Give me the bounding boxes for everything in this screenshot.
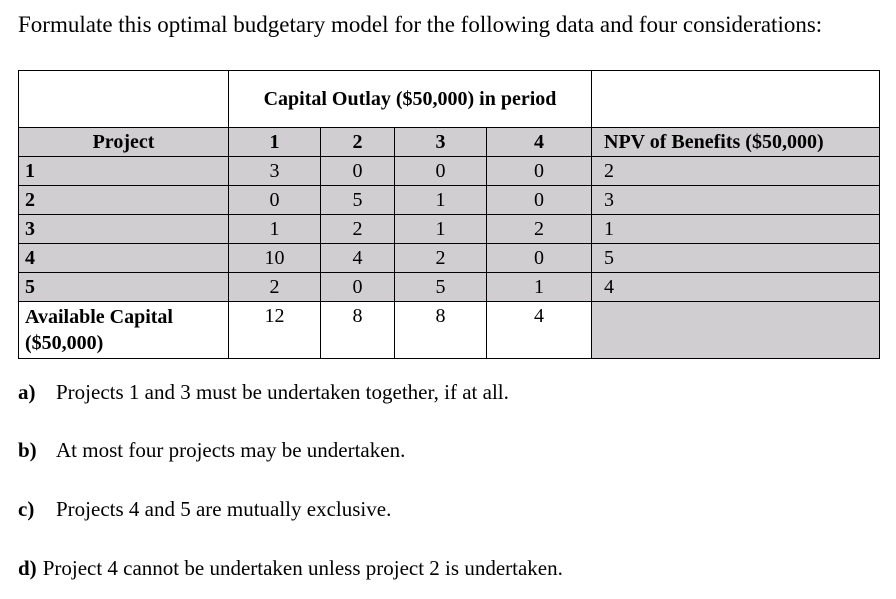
- table-header-row-2: [19, 128, 880, 157]
- outlay-cell: 5: [321, 186, 395, 215]
- table-header-row-1: [19, 71, 880, 128]
- available-capital-label: Available Capital ($50,000): [19, 302, 229, 359]
- consideration-text: Projects 4 and 5 are mutually exclusive.: [56, 497, 392, 521]
- capital-outlay-header: Capital Outlay ($50,000) in period: [229, 71, 592, 128]
- outlay-cell: 2: [395, 244, 487, 273]
- consideration-text: Projects 1 and 3 must be undertaken together, if at all.: [56, 380, 509, 404]
- npv-cell: 3: [592, 186, 880, 215]
- npv-cell: 5: [592, 244, 880, 273]
- outlay-cell: 1: [229, 215, 321, 244]
- period-header: 3: [395, 128, 487, 157]
- npv-column-header: NPV of Benefits ($50,000): [592, 128, 880, 157]
- consideration-text: At most four projects may be undertaken.: [56, 438, 406, 462]
- consideration-label: a): [18, 380, 36, 404]
- outlay-cell: 0: [487, 186, 592, 215]
- outlay-cell: 1: [395, 186, 487, 215]
- project-column-header: Project: [19, 128, 229, 157]
- available-capital-row: [19, 302, 880, 359]
- project-id-cell: 5: [19, 273, 229, 302]
- outlay-cell: 2: [229, 273, 321, 302]
- consideration-label: c): [18, 497, 35, 521]
- outlay-cell: 0: [487, 157, 592, 186]
- outlay-cell: 1: [487, 273, 592, 302]
- available-capital-cell: 8: [395, 302, 487, 359]
- table-row: [19, 244, 880, 273]
- npv-cell: 1: [592, 215, 880, 244]
- consideration-label: d): [18, 556, 37, 580]
- outlay-cell: 1: [395, 215, 487, 244]
- table-row: [19, 273, 880, 302]
- outlay-cell: 10: [229, 244, 321, 273]
- consideration-c: [18, 497, 391, 522]
- outlay-cell: 5: [395, 273, 487, 302]
- available-capital-cell: 12: [229, 302, 321, 359]
- outlay-cell: 3: [229, 157, 321, 186]
- outlay-cell: 0: [229, 186, 321, 215]
- project-id-cell: 2: [19, 186, 229, 215]
- consideration-label: b): [18, 438, 37, 462]
- table-row: [19, 157, 880, 186]
- consideration-text: Project 4 cannot be undertaken unless project 2 is undertaken.: [42, 556, 563, 580]
- project-id-cell: 4: [19, 244, 229, 273]
- table-row: [19, 186, 880, 215]
- table-row: [19, 215, 880, 244]
- available-capital-cell: 4: [487, 302, 592, 359]
- empty-header-cell: [592, 71, 880, 128]
- capital-budget-table: [18, 70, 880, 359]
- outlay-cell: 0: [487, 244, 592, 273]
- problem-prompt: Formulate this optimal budgetary model for the following data and four considerations:: [18, 12, 823, 37]
- outlay-cell: 0: [321, 273, 395, 302]
- npv-cell: 2: [592, 157, 880, 186]
- npv-cell: 4: [592, 273, 880, 302]
- outlay-cell: 4: [321, 244, 395, 273]
- consideration-b: [18, 438, 405, 463]
- outlay-cell: 0: [395, 157, 487, 186]
- period-header: 1: [229, 128, 321, 157]
- empty-npv-cell: [592, 302, 880, 359]
- outlay-cell: 2: [321, 215, 395, 244]
- period-header: 2: [321, 128, 395, 157]
- consideration-a: [18, 380, 509, 405]
- consideration-d: [18, 556, 563, 581]
- project-id-cell: 3: [19, 215, 229, 244]
- period-header: 4: [487, 128, 592, 157]
- empty-header-cell: [19, 71, 229, 128]
- outlay-cell: 0: [321, 157, 395, 186]
- available-capital-cell: 8: [321, 302, 395, 359]
- outlay-cell: 2: [487, 215, 592, 244]
- project-id-cell: 1: [19, 157, 229, 186]
